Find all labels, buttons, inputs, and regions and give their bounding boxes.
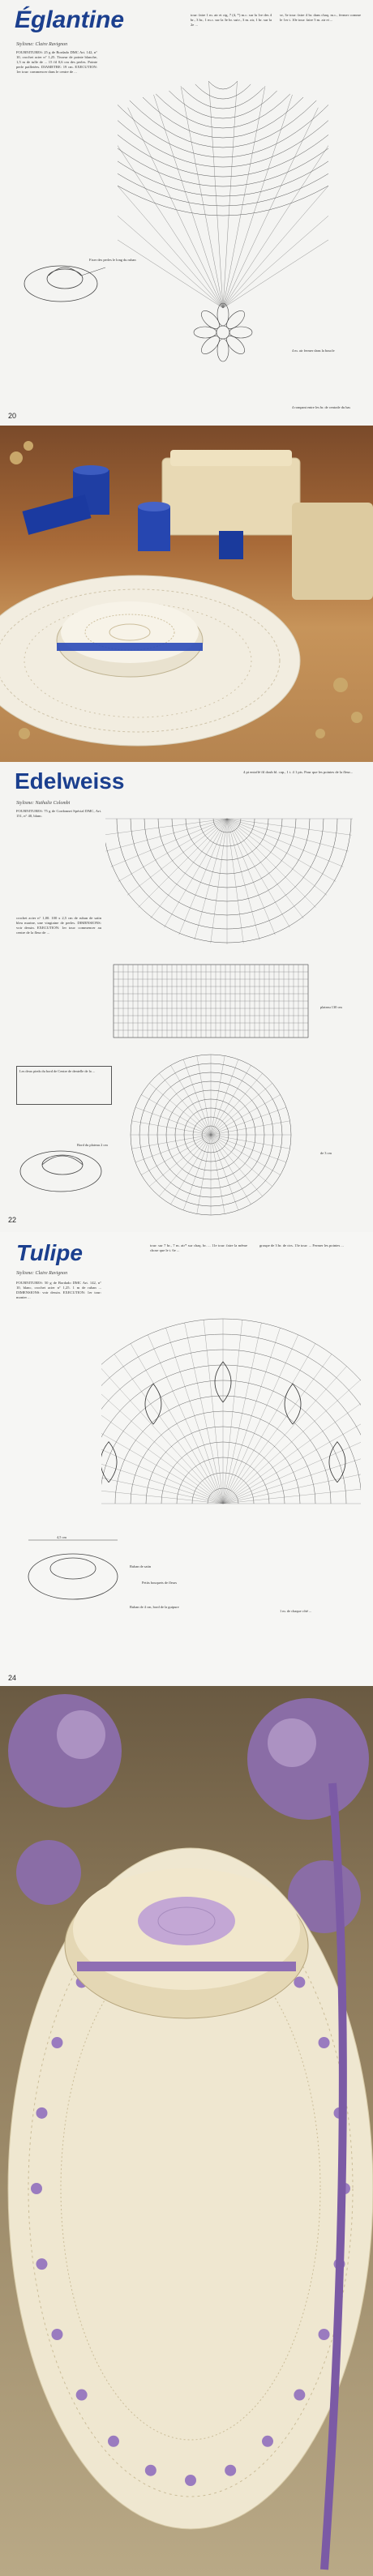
instructions-col2: tour: sur 7 br., 7 m. air* sur chaq. br. ... 11e tour: faire la même chose que le t. 6e ... [150, 1243, 247, 1252]
instructions-col2: tour: faire 1 m. air et ctg, 7 (4, *) m.c. sur la 1re des 4 br., 3 br., 1 m.c. sur la 3e br. suiv., 3 m. air, 1 br. sur la 2e ... [191, 13, 272, 27]
label-ring: de 3 cm [320, 1151, 332, 1155]
label-ring: Ruban de 4 cm, bord de la guipure [130, 1605, 179, 1609]
edelweiss-round-diagram [122, 1050, 300, 1220]
page-number: 20 [8, 412, 17, 420]
instructions-col1: FOURNITURES: 50 g de Bordado DMC Art. 142, n° 10, blanc, crochet acier n° 1,25. 1 m de ruban ... DIMENSIONS: voir dessin. EXECUTION: 1er tour: monter ... [16, 1281, 101, 1299]
instructions-col3: sv, 3e tour: faire 4 br. dans chaq. m.c., fermer comme le 1er t. 10e tour: faire 5 m. air et ... [280, 13, 361, 22]
edelweiss-half-diagram [105, 811, 365, 956]
instructions-col3: groupe de 3 br. de ctrs. 13e tour: ... Fermer les pointes ... [259, 1243, 344, 1247]
page-title: Églantine [15, 6, 125, 33]
photo-tulipe-pincushion [0, 1686, 373, 2576]
instructions-col1: FOURNITURES: 25 g de Bordado DMC Art. 142, n° 10, crochet acier n° 1,25. Tisseur de pointe blanche, 1,5 m de tulle de ... 15 fil 0,6 cm des perles. Pointe perle pailletées. DIAMETRE: 19 cm. EXECUTION: 1er tour: commencer dans le centre de ... [16, 50, 97, 74]
label-ribbon: Ruban de satin [130, 1564, 152, 1568]
page-title: Edelweiss [15, 768, 125, 794]
label-half: Bord du plateau 2 cm [77, 1143, 108, 1147]
page-eglantine [0, 0, 373, 426]
page-tulipe [0, 1232, 373, 1686]
label-plateau: plateau 130 cm [320, 1005, 342, 1009]
hat-sketch [20, 1532, 126, 1629]
page-number: 22 [8, 1216, 17, 1224]
credit: Stylisme: Claire Ravignon [16, 1271, 68, 1276]
photo-illustration [0, 426, 373, 762]
label-flowers: Petits bouquets de fleurs [142, 1581, 178, 1585]
instructions: crochet acier n° 1,00. 100 x 2,5 cm de ruban de satin bleu marine, une vingtaine de perles. DIMENSIONS: voir dessin. EXECUTION: 1er tour: commencer au centre de la fleur de ... [16, 916, 101, 935]
credit: Stylisme: Claire Ravignon [16, 42, 68, 47]
edelweiss-band-diagram [105, 956, 349, 1046]
label-size: 4,5 cm [57, 1535, 66, 1539]
bottom-note: 4 rompant entre les br. de centrale du bas [292, 405, 351, 409]
page-edelweiss [0, 762, 373, 1232]
hat-sketch [12, 1131, 109, 1204]
tulipe-fan-diagram [101, 1309, 361, 1528]
page-number: 24 [8, 1674, 17, 1682]
flower-note: 4 m. air fermer dans la boucle [292, 349, 335, 353]
page-title: Tulipe [16, 1240, 83, 1265]
photo-illustration [0, 1686, 373, 2576]
hat-note: Fixer des perles le long du ruban [89, 258, 136, 262]
credit: Stylisme: Nathalie Colombi [16, 801, 71, 806]
supplies: FOURNITURES: 75 g de Cordonnet Spécial DMC, Art. 151, n° 40, blanc. [16, 809, 101, 818]
crochet-fan-diagram [118, 73, 328, 381]
photo-eglantine-pincushion [0, 426, 373, 762]
note-box: Les deux pieds du bord de Centre de dentelle de la ... [16, 1066, 112, 1105]
note-bottom: 1 m. de chaque côté ... [280, 1609, 312, 1613]
instructions-right: 4 pt entoffé fil doub bl. cap., 1 t. 4 1 pts. Pour que les pointes de la fleur... [243, 770, 354, 774]
